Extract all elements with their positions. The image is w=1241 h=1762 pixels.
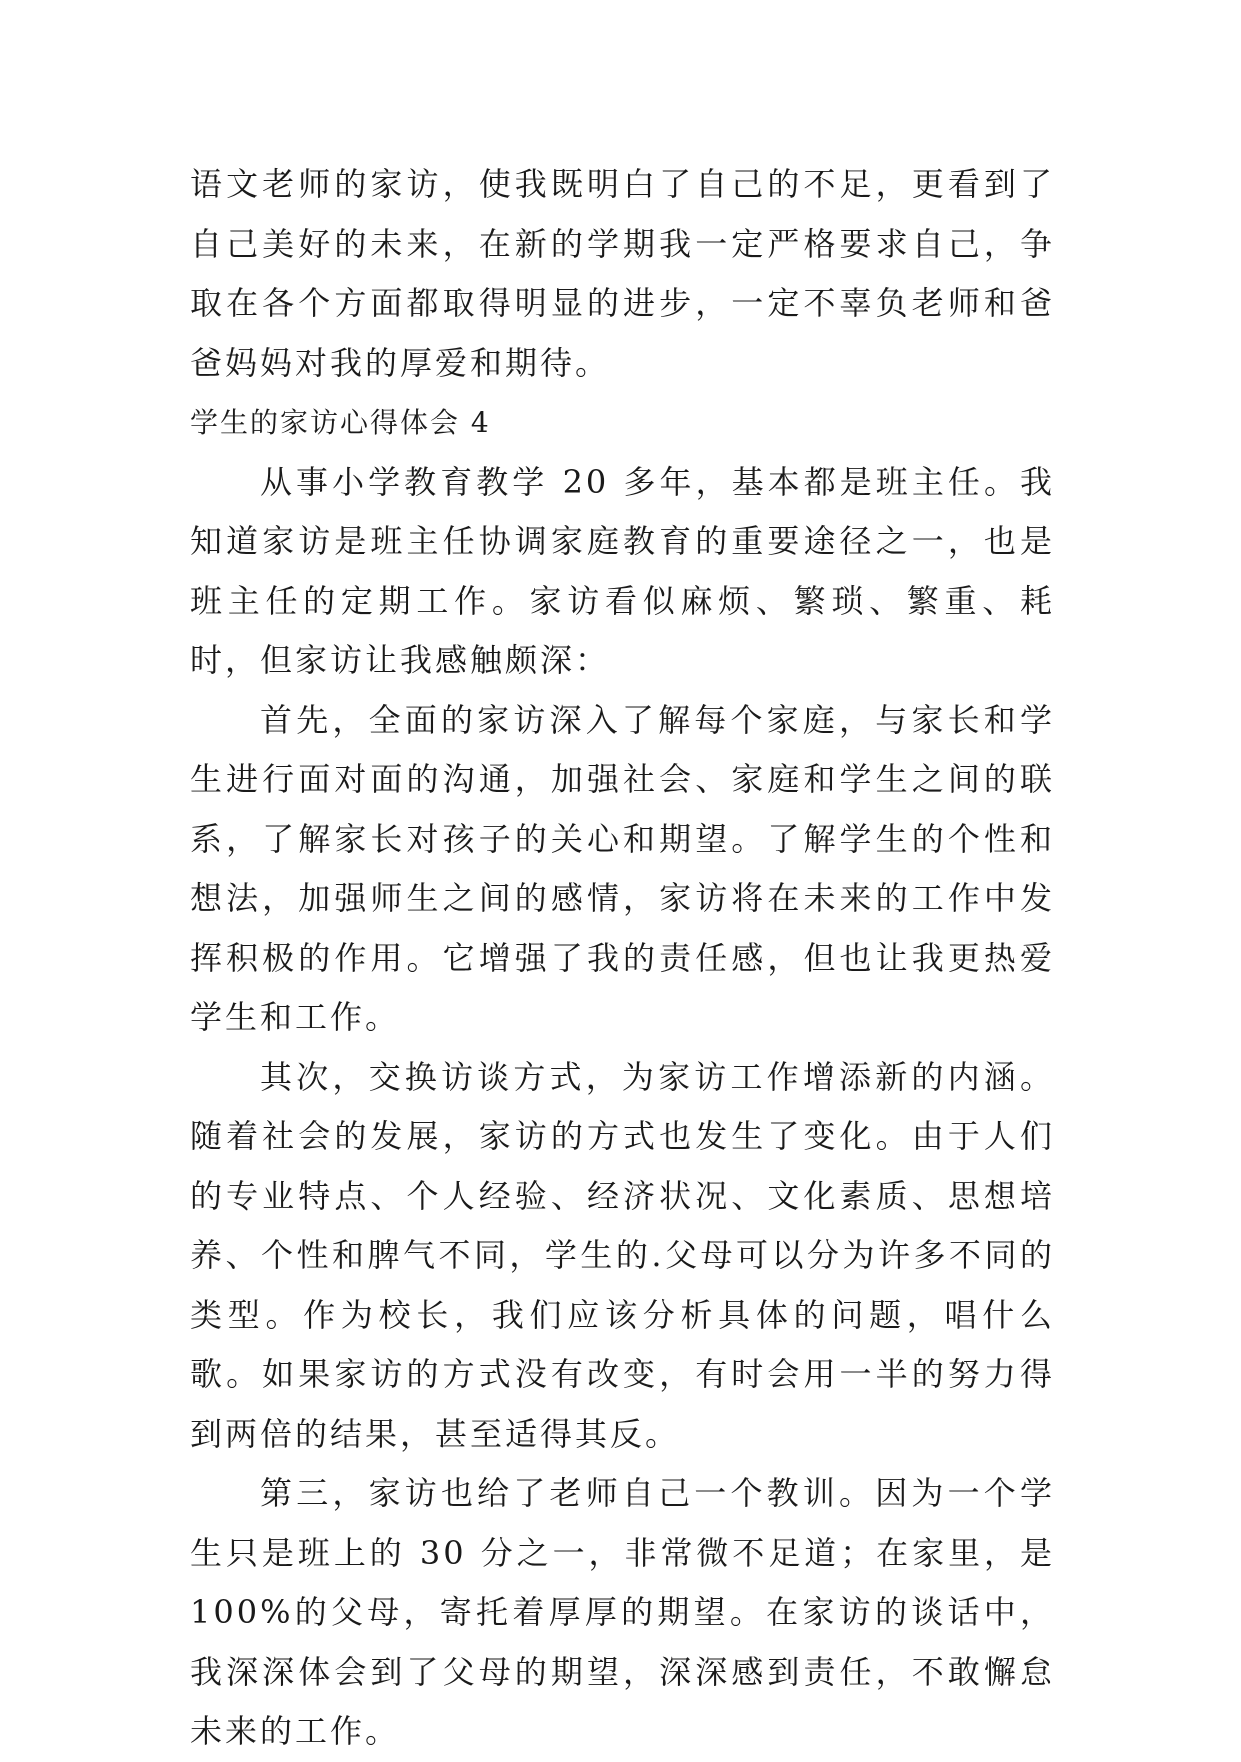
body-paragraph: 首先，全面的家访深入了解每个家庭，与家长和学生进行面对面的沟通，加强社会、家庭和学生之间的联系，了解家长对孩子的关心和期望。了解学生的个性和想法，加强师生之间的感情，家访将在未来的工作中发挥积极的作用。它增强了我的责任感，但也让我更热爱学生和工作。: [190, 700, 1055, 1036]
document-body: [190, 155, 1055, 1762]
intro-paragraph: 语文老师的家访，使我既明白了自己的不足，更看到了自己美好的未来，在新的学期我一定严格要求自己，争取在各个方面都取得明显的进步，一定不辜负老师和爸爸妈妈对我的厚爱和期待。: [190, 165, 1055, 382]
body-paragraph: 其次，交换访谈方式，为家访工作增添新的内涵。随着社会的发展，家访的方式也发生了变化。由于人们的专业特点、个人经验、经济状况、文化素质、思想培养、个性和脾气不同，学生的.父母可以分为许多不同的类型。作为校长，我们应该分析具体的问题，唱什么歌。如果家访的方式没有改变，有时会用一半的努力得到两倍的结果，甚至适得其反。: [190, 1057, 1055, 1453]
body-paragraph: 从事小学教育教学 20 多年，基本都是班主任。我知道家访是班主任协调家庭教育的重要途径之一，也是班主任的定期工作。家访看似麻烦、繁琐、繁重、耗时，但家访让我感触颇深：: [190, 462, 1055, 679]
body-paragraph: 第三，家访也给了老师自己一个教训。因为一个学生只是班上的 30 分之一，非常微不足道；在家里，是 100%的父母，寄托着厚厚的期望。在家访的谈话中，我深深体会到了父母的期望，深深感到责任，不敢懈怠未来的工作。: [190, 1474, 1055, 1750]
section-title: 学生的家访心得体会 4: [190, 406, 491, 439]
